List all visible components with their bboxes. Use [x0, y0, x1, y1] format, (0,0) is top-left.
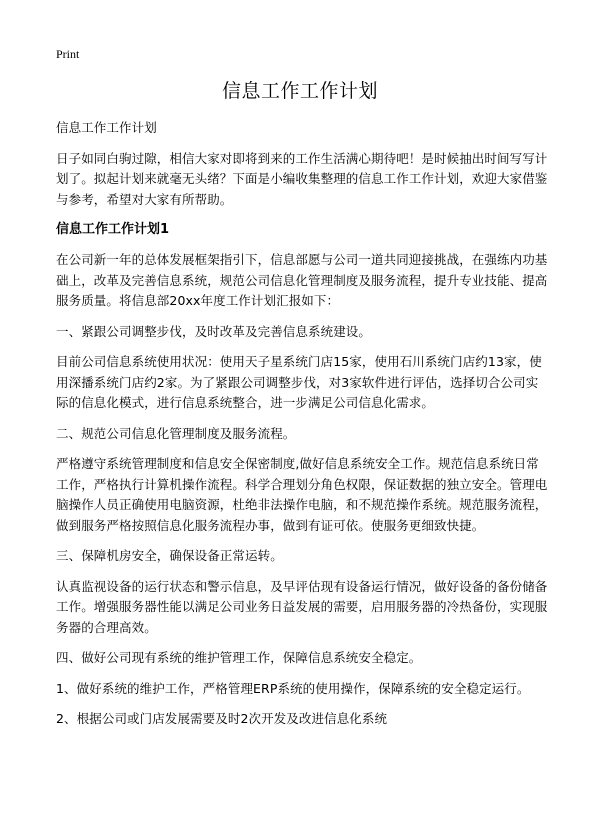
- paragraph-point-4-heading: 四、做好公司现有系统的维护管理工作，保障信息系统安全稳定。: [56, 650, 422, 665]
- print-link[interactable]: Print: [56, 47, 80, 61]
- document-subtitle: 信息工作工作计划: [56, 120, 157, 135]
- paragraph-overview: 在公司新一年的总体发展框架指引下，信息部愿与公司一道共同迎接挑战，在强练内功基础上，改革及完善信息系统，规范公司信息化管理制度及服务流程，提升专业技能、提高服务质量。将信息部20xx年度工作计划汇报如下：: [56, 252, 548, 308]
- paragraph-point-2-body: 严格遵守系统管理制度和信息安全保密制度,做好信息系统安全工作。规范信息系统日常工作，严格执行计算机操作流程。科学合理划分角色权限，保证数据的独立安全。管理电脑操作人员正确使用电脑资源，杜绝非法操作电脑，和不规范操作系统。规范服务流程，做到服务严格按照信息化服务流程办事，做到有证可依。使服务更细致快捷。: [56, 456, 548, 533]
- page-title: 信息工作工作计划: [221, 80, 378, 102]
- paragraph-item-1: 1、做好系统的维护工作，严格管理ERP系统的使用操作，保障系统的安全稳定运行。: [56, 680, 530, 696]
- paragraph-point-2-heading: 二、规范公司信息化管理制度及服务流程。: [56, 425, 296, 441]
- paragraph-point-1-heading: 一、紧跟公司调整步伐，及时改革及完善信息系统建设。: [56, 323, 372, 339]
- paragraph-item-2: 2、根据公司或门店发展需要及时2次开发及改进信息化系统: [56, 711, 388, 726]
- intro-paragraph: 日子如同白驹过隙，相信大家对即将到来的工作生活满心期待吧！是时候抽出时间写写计划了。拟起计划来就毫无头绪？下面是小编收集整理的信息工作工作计划，欢迎大家借鉴与参考，希望对大家有所帮助。: [56, 150, 548, 207]
- paragraph-point-1-body: 目前公司信息系统使用状况：使用天子星系统门店15家，使用石川系统门店约13家，使用深播系统门店约2家。为了紧跟公司调整步伐，对3家软件进行评估，选择切合公司实际的信息化模式，进行信息系统整合，进一步满足公司信息化需求。: [56, 354, 542, 410]
- section-heading: 信息工作工作计划1: [56, 222, 170, 237]
- paragraph-point-3-body: 认真监视设备的运行状态和警示信息，及早评估现有设备运行情况，做好设备的备份储备工作。增强服务器性能以满足公司业务日益发展的需要，启用服务器的冷热备份，实现服务器的合理高效。: [56, 578, 548, 635]
- paragraph-point-3-heading: 三、保障机房安全，确保设备正常运转。: [56, 548, 283, 563]
- document-body: [56, 118, 550, 740]
